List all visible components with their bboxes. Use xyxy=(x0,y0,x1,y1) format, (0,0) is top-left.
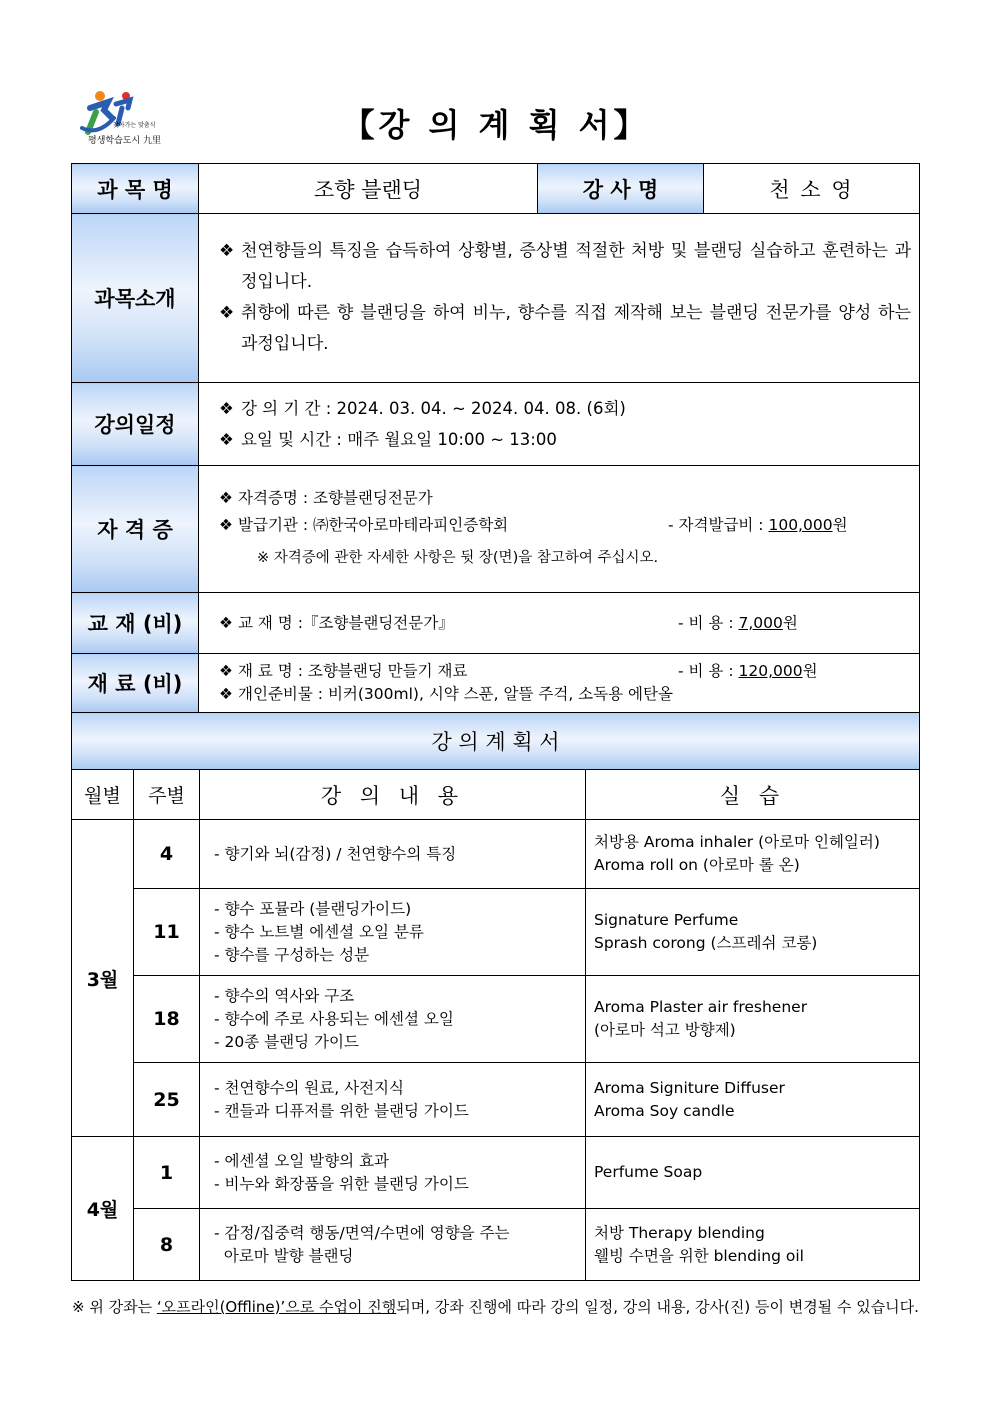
table-row xyxy=(72,1137,920,1209)
intro-row xyxy=(72,214,920,383)
personal-items-line: ❖ 개인준비물 : 비커(300ml), 시약 스푼, 알뜰 주걱, 소독용 에탄올 xyxy=(211,683,911,706)
textbook-line: ❖ 교 재 명 :『조향블랜딩전문가』 - 비 용 : 7,000원 xyxy=(211,612,911,635)
cert-fee-label: - 자격발급비 : xyxy=(668,516,769,534)
col-practice: 실 습 xyxy=(586,770,920,820)
diamond-bullet-icon: ❖ xyxy=(219,489,233,507)
plan-table xyxy=(71,712,920,1281)
instructor-label: 강 사 명 xyxy=(538,164,704,214)
intro-line-2: ❖ 취향에 따른 향 블랜딩을 하여 비누, 향수를 직접 제작해 보는 블랜딩 전문가를 양성 하는 과정입니다. xyxy=(211,298,911,360)
cert-label: 자 격 증 xyxy=(72,466,199,593)
plan-column-headers xyxy=(72,770,920,820)
document-title: 【강 의 계 획 서】 xyxy=(342,106,650,144)
diamond-bullet-icon: ❖ xyxy=(219,516,233,534)
info-table xyxy=(71,163,920,713)
diamond-bullet-icon: ❖ xyxy=(219,399,234,418)
material-row xyxy=(72,654,920,713)
practice-cell: Aroma Plaster air freshener (아로마 석고 방향제) xyxy=(586,976,920,1063)
col-month: 월별 xyxy=(72,770,134,820)
course-value: 조향 블랜딩 xyxy=(199,164,538,214)
logo-subtitle: 평생학습도시 九里 xyxy=(88,136,162,146)
month-cell: 4월 xyxy=(72,1137,134,1281)
cert-name: ❖ 자격증명 : 조향블랜딩전문가 xyxy=(211,485,911,512)
cert-note: ※ 자격증에 관한 자세한 사항은 뒷 장(면)을 참고하여 주십시오. xyxy=(257,550,659,566)
col-week: 주별 xyxy=(134,770,200,820)
content-cell: - 에센셜 오일 발향의 효과 - 비누와 화장품을 위한 블랜딩 가이드 xyxy=(200,1137,586,1209)
plan-section-title: 강 의 계 획 서 xyxy=(72,713,920,770)
schedule-row xyxy=(72,383,920,466)
diamond-bullet-icon: ❖ xyxy=(219,430,234,449)
schedule-cell xyxy=(199,383,920,466)
content-cell: - 향수 포뮬라 (블랜딩가이드) - 향수 노트별 에센셜 오일 분류 - 향수를 구성하는 성분 xyxy=(200,889,586,976)
table-row xyxy=(72,820,920,889)
schedule-period: ❖ 강 의 기 간 : 2024. 03. 04. ~ 2024. 04. 08. (6회) xyxy=(211,393,911,424)
logo-tagline: 찾아가는 맞춤식 xyxy=(113,122,156,129)
footnote xyxy=(72,1297,939,1317)
cert-row xyxy=(72,466,920,593)
cert-issuer-line: ❖ 발급기관 : ㈜한국아로마테라피인증학회 - 자격발급비 : 100,000원 xyxy=(211,512,911,539)
material-label: 재 료 (비) xyxy=(72,654,199,713)
practice-cell: Signature Perfume Sprash corong (스프레쉬 코롱) xyxy=(586,889,920,976)
week-cell: 1 xyxy=(134,1137,200,1209)
textbook-label: 교 재 (비) xyxy=(72,593,199,654)
table-row xyxy=(72,976,920,1063)
schedule-time: ❖ 요일 및 시간 : 매주 월요일 10:00 ~ 13:00 xyxy=(211,424,911,455)
footnote-prefix: ※ 위 강좌는 xyxy=(72,1298,157,1316)
practice-cell: Aroma Signiture Diffuser Aroma Soy candle xyxy=(586,1063,920,1137)
week-cell: 11 xyxy=(134,889,200,976)
textbook-fee-label: - 비 용 : xyxy=(678,613,739,632)
diamond-bullet-icon: ❖ xyxy=(219,685,233,703)
diamond-bullet-icon: ❖ xyxy=(219,303,235,323)
practice-cell: Perfume Soap xyxy=(586,1137,920,1209)
table-row xyxy=(72,1209,920,1281)
week-cell: 4 xyxy=(134,820,200,889)
textbook-fee-value: 7,000 xyxy=(738,613,783,632)
diamond-bullet-icon: ❖ xyxy=(219,662,233,680)
diamond-bullet-icon: ❖ xyxy=(219,613,233,632)
table-row xyxy=(72,889,920,976)
intro-cell xyxy=(199,214,920,383)
course-label: 과 목 명 xyxy=(72,164,199,214)
textbook-cell xyxy=(199,593,920,654)
content-cell: - 감정/집중력 행동/면역/수면에 영향을 주는 아로마 발향 블랜딩 xyxy=(200,1209,586,1281)
col-content: 강 의 내 용 xyxy=(200,770,586,820)
week-cell: 18 xyxy=(134,976,200,1063)
plan-section-header xyxy=(72,713,920,770)
cert-fee-value: 100,000 xyxy=(768,516,833,534)
week-cell: 25 xyxy=(134,1063,200,1137)
intro-label: 과목소개 xyxy=(72,214,199,383)
instructor-value: 천 소 영 xyxy=(704,164,920,214)
intro-line-1: ❖ 천연향들의 특징을 습득하여 상황별, 증상별 적절한 처방 및 블랜딩 실습하고 훈련하는 과정입니다. xyxy=(211,236,911,298)
diamond-bullet-icon: ❖ xyxy=(219,241,235,261)
week-cell: 8 xyxy=(134,1209,200,1281)
textbook-row xyxy=(72,593,920,654)
content-cell: - 향수의 역사와 구조 - 향수에 주로 사용되는 에센셜 오일 - 20종 블랜딩 가이드 xyxy=(200,976,586,1063)
content-cell: - 천연향수의 원료, 사전지식 - 캔들과 디퓨저를 위한 블랜딩 가이드 xyxy=(200,1063,586,1137)
footnote-suffix: 되며, 강좌 진행에 따라 강의 일정, 강의 내용, 강사(진) 등이 변경될 수 있습니다. xyxy=(396,1298,919,1316)
practice-cell: 처방 Therapy blending 웰빙 수면을 위한 blending oil xyxy=(586,1209,920,1281)
content-cell: - 향기와 뇌(감정) / 천연향수의 특징 xyxy=(200,820,586,889)
material-line: ❖ 재 료 명 : 조향블랜딩 만들기 재료 - 비 용 : 120,000원 xyxy=(211,660,911,683)
material-cell xyxy=(199,654,920,713)
cert-cell xyxy=(199,466,920,593)
month-cell: 3월 xyxy=(72,820,134,1137)
schedule-label: 강의일정 xyxy=(72,383,199,466)
course-row xyxy=(72,164,920,214)
material-fee-label: - 비 용 : xyxy=(678,662,739,680)
practice-cell: 처방용 Aroma inhaler (아로마 인헤일러) Aroma roll on (아로마 롤 온) xyxy=(586,820,920,889)
material-fee-value: 120,000 xyxy=(738,662,803,680)
footnote-underlined: ‘오프라인(Offline)’으로 수업이 진행 xyxy=(156,1298,397,1316)
table-row xyxy=(72,1063,920,1137)
